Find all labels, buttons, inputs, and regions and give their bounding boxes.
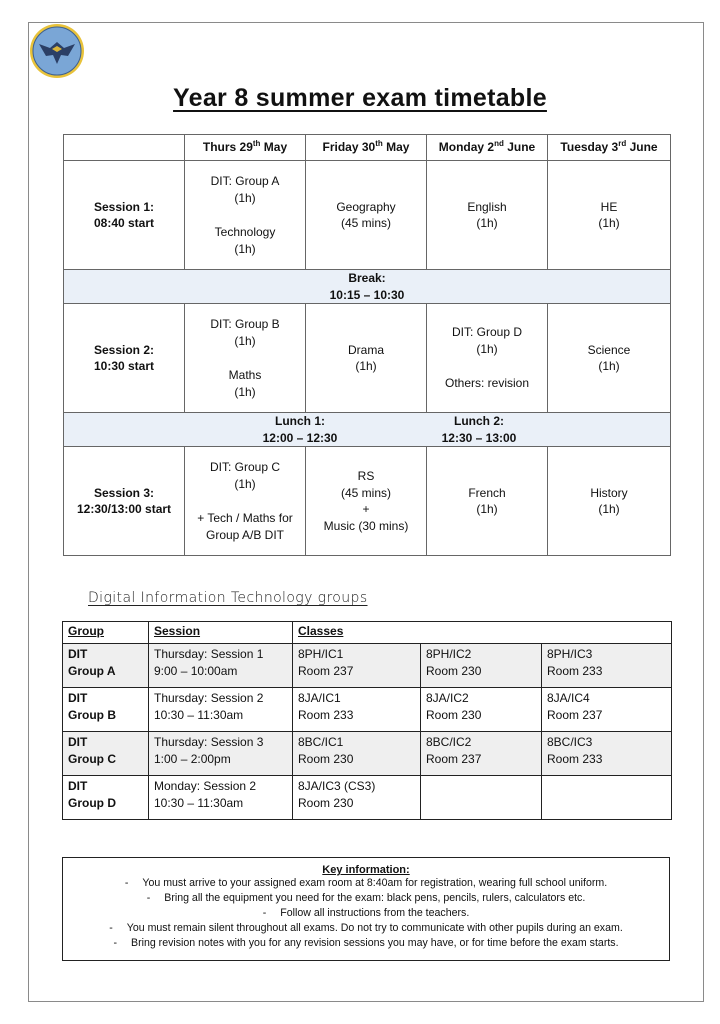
exam-line: (1h) <box>234 476 256 491</box>
class-room-cell-line: 8PH/IC3 <box>547 647 593 661</box>
group-session-cell-line: Thursday: Session 1 <box>154 647 264 661</box>
day-header: Monday 2nd June <box>427 135 548 161</box>
key-information-item: - Bring all the equipment you need for the exam: black pens, pencils, rulers, calculators etc. <box>146 892 586 904</box>
group-name-cell <box>63 688 149 732</box>
classes-column-header: Classes <box>293 622 672 644</box>
day-header: Thurs 29th May <box>185 135 306 161</box>
groups-header-row <box>63 622 672 644</box>
key-information-item: - You must remain silent throughout all exams. Do not try to communicate with other pupils during an exam. <box>109 922 623 934</box>
class-room-cell <box>293 688 421 732</box>
exam-line: + <box>362 502 370 516</box>
group-session-cell <box>149 688 293 732</box>
exam-line: Others: revision <box>444 376 530 391</box>
exam-timetable <box>63 134 671 556</box>
exam-line: Geography <box>336 199 396 214</box>
class-room-cell-line: Room 230 <box>426 707 482 722</box>
session-1-row <box>64 161 671 270</box>
school-crest-icon <box>28 22 86 80</box>
group-session-cell-line: 9:00 – 10:00am <box>154 663 238 678</box>
group-name-cell-line: DIT <box>68 779 88 793</box>
session-label <box>64 161 185 270</box>
exam-line: (1h) <box>476 502 498 516</box>
exam-cell <box>185 447 306 556</box>
key-information-item: - You must arrive to your assigned exam room at 8:40am for registration, wearing full school uniform. <box>124 877 608 889</box>
group-name-cell-line: Group B <box>68 707 116 722</box>
exam-cell <box>306 447 427 556</box>
group-row <box>63 732 672 776</box>
key-information-item: - Follow all instructions from the teachers. <box>262 907 470 919</box>
lunch-band <box>64 413 671 447</box>
class-room-cell-line: Room 230 <box>298 795 354 810</box>
exam-line: HE <box>600 199 618 214</box>
timetable-header-row <box>64 135 671 161</box>
group-name-cell <box>63 644 149 688</box>
break-label: Break: <box>348 271 386 285</box>
session-label <box>64 447 185 556</box>
group-name-cell-line: DIT <box>68 735 88 749</box>
class-room-cell-line: Room 233 <box>547 663 603 678</box>
group-row <box>63 644 672 688</box>
exam-line: (1h) <box>476 216 498 230</box>
exam-line: Science <box>587 342 631 357</box>
class-room-cell-line: 8JA/IC2 <box>426 691 469 705</box>
group-row <box>63 688 672 732</box>
class-room-cell-line: Room 233 <box>298 707 354 722</box>
session-title: Session 1: <box>93 199 155 214</box>
exam-line: (1h) <box>476 341 498 356</box>
class-room-cell <box>421 732 542 776</box>
break-row <box>64 270 671 304</box>
group-name-cell-line: Group C <box>68 751 116 766</box>
bullet-dash: - <box>262 907 267 919</box>
exam-line: (1h) <box>234 333 256 348</box>
session-time: 10:30 start <box>93 359 155 373</box>
group-row <box>63 776 672 820</box>
class-room-cell-line: Room 237 <box>547 707 603 722</box>
exam-cell <box>548 161 671 270</box>
group-session-cell-line: 1:00 – 2:00pm <box>154 751 231 766</box>
exam-line: (45 mins) <box>340 216 391 230</box>
exam-line: Music (30 mins) <box>323 518 409 533</box>
exam-line <box>188 206 302 224</box>
lunch-1-label: Lunch 1: <box>275 414 325 428</box>
exam-line: (1h) <box>598 359 620 373</box>
class-room-cell-line: Room 230 <box>426 663 482 678</box>
exam-line: Maths <box>228 368 262 382</box>
dit-groups-heading: Digital Information Technology groups <box>88 590 368 606</box>
class-room-cell <box>421 776 542 820</box>
class-room-cell-line: Room 230 <box>298 751 354 766</box>
lunch-1-time: 12:00 – 12:30 <box>262 430 338 445</box>
session-title: Session 2: <box>93 342 155 357</box>
class-room-cell <box>293 644 421 688</box>
class-room-cell-line: 8BC/IC2 <box>426 735 472 749</box>
group-column-header: Group <box>63 622 149 644</box>
class-room-cell-line: 8PH/IC2 <box>426 647 472 661</box>
key-information-title: Key information: <box>322 864 410 876</box>
exam-line: RS <box>357 469 375 483</box>
exam-cell <box>427 161 548 270</box>
exam-line: (1h) <box>355 359 377 373</box>
lunch-2-time: 12:30 – 13:00 <box>441 430 517 445</box>
group-name-cell <box>63 732 149 776</box>
exam-line: DIT: Group B <box>210 317 280 331</box>
group-session-cell <box>149 644 293 688</box>
bullet-dash: - <box>146 892 151 904</box>
lunch-2-label: Lunch 2: <box>454 414 504 428</box>
exam-cell <box>306 161 427 270</box>
group-session-cell-line: 10:30 – 11:30am <box>154 795 244 810</box>
exam-cell <box>306 304 427 413</box>
class-room-cell-line: 8BC/IC3 <box>547 735 593 749</box>
session-title: Session 3: <box>93 485 155 500</box>
class-room-cell-line: 8JA/IC1 <box>298 691 341 705</box>
class-room-cell-line: Room 237 <box>426 751 482 766</box>
class-room-cell <box>542 776 672 820</box>
exam-line: DIT: Group C <box>209 460 281 474</box>
break-band <box>64 270 671 304</box>
exam-line: Technology <box>214 225 276 239</box>
group-name-cell-line: Group D <box>68 795 116 810</box>
exam-line: + Tech / Maths for <box>197 511 293 525</box>
bullet-dash: - <box>109 922 113 934</box>
class-room-cell <box>293 776 421 820</box>
group-session-cell-line: 10:30 – 11:30am <box>154 707 244 722</box>
exam-cell <box>185 304 306 413</box>
session-2-row <box>64 304 671 413</box>
session-column-header: Session <box>149 622 293 644</box>
break-time: 10:15 – 10:30 <box>329 287 405 302</box>
page-title: Year 8 summer exam timetable <box>173 84 547 112</box>
group-name-cell-line: Group A <box>68 663 116 678</box>
group-session-cell-line: Monday: Session 2 <box>154 779 257 793</box>
exam-line: English <box>467 199 507 214</box>
class-room-cell-line: 8BC/IC1 <box>298 735 344 749</box>
exam-cell <box>185 161 306 270</box>
lunch-row <box>64 413 671 447</box>
session-3-row <box>64 447 671 556</box>
exam-line <box>188 349 302 367</box>
class-room-cell-line: 8PH/IC1 <box>298 647 344 661</box>
dit-groups-table <box>62 621 672 820</box>
session-time: 12:30/13:00 start <box>76 502 172 516</box>
exam-line: Group A/B DIT <box>205 527 285 542</box>
exam-line: (1h) <box>234 384 256 399</box>
class-room-cell <box>293 732 421 776</box>
class-room-cell-line: 8JA/IC3 (CS3) <box>298 779 376 793</box>
exam-line: (1h) <box>234 190 256 205</box>
exam-line: (1h) <box>234 241 256 256</box>
class-room-cell <box>542 688 672 732</box>
class-room-cell-line: 8JA/IC4 <box>547 691 590 705</box>
class-room-cell-line: Room 237 <box>298 663 354 678</box>
exam-line: Drama <box>347 342 384 357</box>
exam-line <box>430 357 544 375</box>
exam-line: History <box>590 485 628 500</box>
day-header: Friday 30th May <box>306 135 427 161</box>
key-information-item: - Bring revision notes with you for any revision sessions you may have, or for time before the exam starts. <box>113 937 619 949</box>
exam-line: (1h) <box>598 502 620 516</box>
exam-cell <box>427 304 548 413</box>
bullet-dash: - <box>124 877 129 889</box>
class-room-cell <box>421 644 542 688</box>
exam-cell <box>427 447 548 556</box>
group-name-cell-line: DIT <box>68 691 88 705</box>
exam-line: DIT: Group D <box>451 325 523 340</box>
key-information-box <box>62 857 670 961</box>
exam-cell <box>548 304 671 413</box>
exam-line: DIT: Group A <box>210 174 280 188</box>
class-room-cell <box>542 732 672 776</box>
exam-line <box>188 492 302 510</box>
group-session-cell-line: Thursday: Session 3 <box>154 735 264 749</box>
group-session-cell-line: Thursday: Session 2 <box>154 691 264 705</box>
bullet-dash: - <box>113 937 117 949</box>
group-name-cell-line: DIT <box>68 647 88 661</box>
exam-cell <box>548 447 671 556</box>
exam-line: (1h) <box>598 216 620 230</box>
class-room-cell <box>421 688 542 732</box>
header-empty-cell <box>64 135 185 161</box>
day-header: Tuesday 3rd June <box>548 135 671 161</box>
group-session-cell <box>149 732 293 776</box>
class-room-cell <box>542 644 672 688</box>
session-time: 08:40 start <box>93 216 155 230</box>
exam-line: French <box>468 485 506 500</box>
class-room-cell-line: Room 233 <box>547 751 603 766</box>
session-label <box>64 304 185 413</box>
group-session-cell <box>149 776 293 820</box>
group-name-cell <box>63 776 149 820</box>
key-information-list <box>63 876 669 951</box>
exam-line: (45 mins) <box>340 485 391 500</box>
